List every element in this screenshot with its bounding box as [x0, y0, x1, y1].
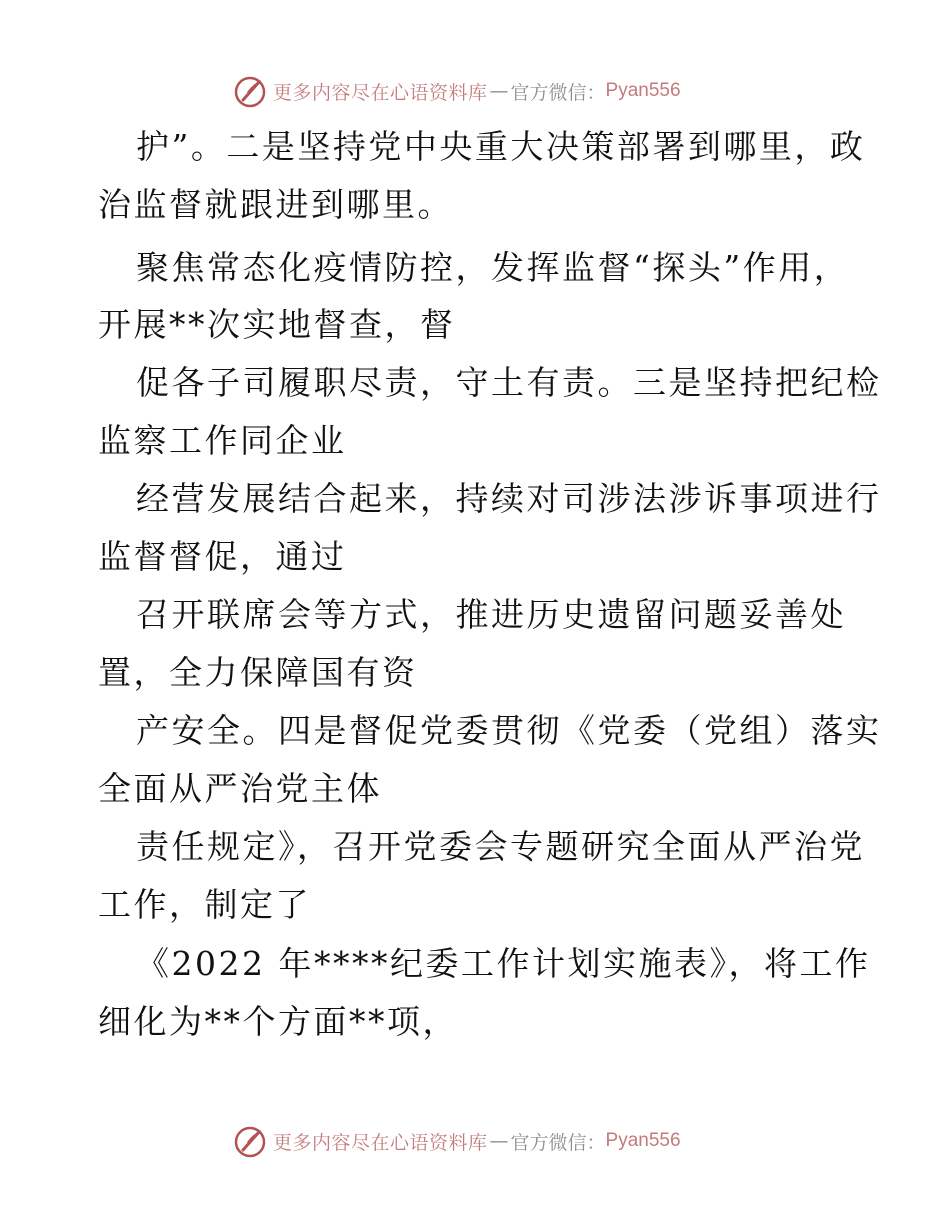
header-dash: — — [489, 80, 509, 102]
header-title: 更多内容尽在心语资料库 — [273, 81, 488, 104]
header-contact-label: 官方微信： — [510, 81, 606, 104]
footer-dash: — — [489, 1130, 509, 1152]
text-line: 细化为**个方面**项， — [98, 1002, 458, 1041]
text-line: 置，全力保障国有资 — [98, 653, 418, 692]
quill-logo-icon — [233, 1124, 267, 1158]
footer-watermark — [0, 1120, 950, 1160]
text-line: 治监督就跟进到哪里。 — [98, 185, 453, 224]
text-line: 全面从严治党主体 — [98, 769, 382, 808]
text-line: 监察工作同企业 — [98, 421, 347, 460]
text-line: 护”。二是坚持党中央重大决策部署到哪里，政 — [136, 127, 866, 166]
header-contact-id: Pyan556 — [605, 80, 681, 101]
header-watermark — [0, 70, 950, 110]
footer-contact-id: Pyan556 — [605, 1130, 681, 1151]
text-line: 经营发展结合起来，持续对司涉法涉诉事项进行 — [136, 479, 882, 518]
text-line: 产安全。四是督促党委贯彻《党委（党组）落实 — [136, 711, 882, 750]
text-line: 开展**次实地督查，督 — [98, 305, 456, 344]
text-line: 召开联席会等方式，推进历史遗留问题妥善处 — [136, 595, 846, 634]
text-line: 《2022 年****纪委工作计划实施表》，将工作 — [136, 944, 871, 983]
quill-logo-icon — [233, 74, 267, 108]
text-line: 监督督促，通过 — [98, 537, 347, 576]
text-line: 责任规定》，召开党委会专题研究全面从严治党 — [136, 827, 865, 866]
text-line: 聚焦常态化疫情防控，发挥监督“探头”作用， — [136, 248, 850, 287]
footer-title: 更多内容尽在心语资料库 — [273, 1131, 488, 1154]
text-line: 促各子司履职尽责，守土有责。三是坚持把纪检 — [136, 363, 882, 402]
footer-contact-label: 官方微信： — [510, 1131, 606, 1154]
text-line: 工作，制定了 — [98, 885, 311, 924]
